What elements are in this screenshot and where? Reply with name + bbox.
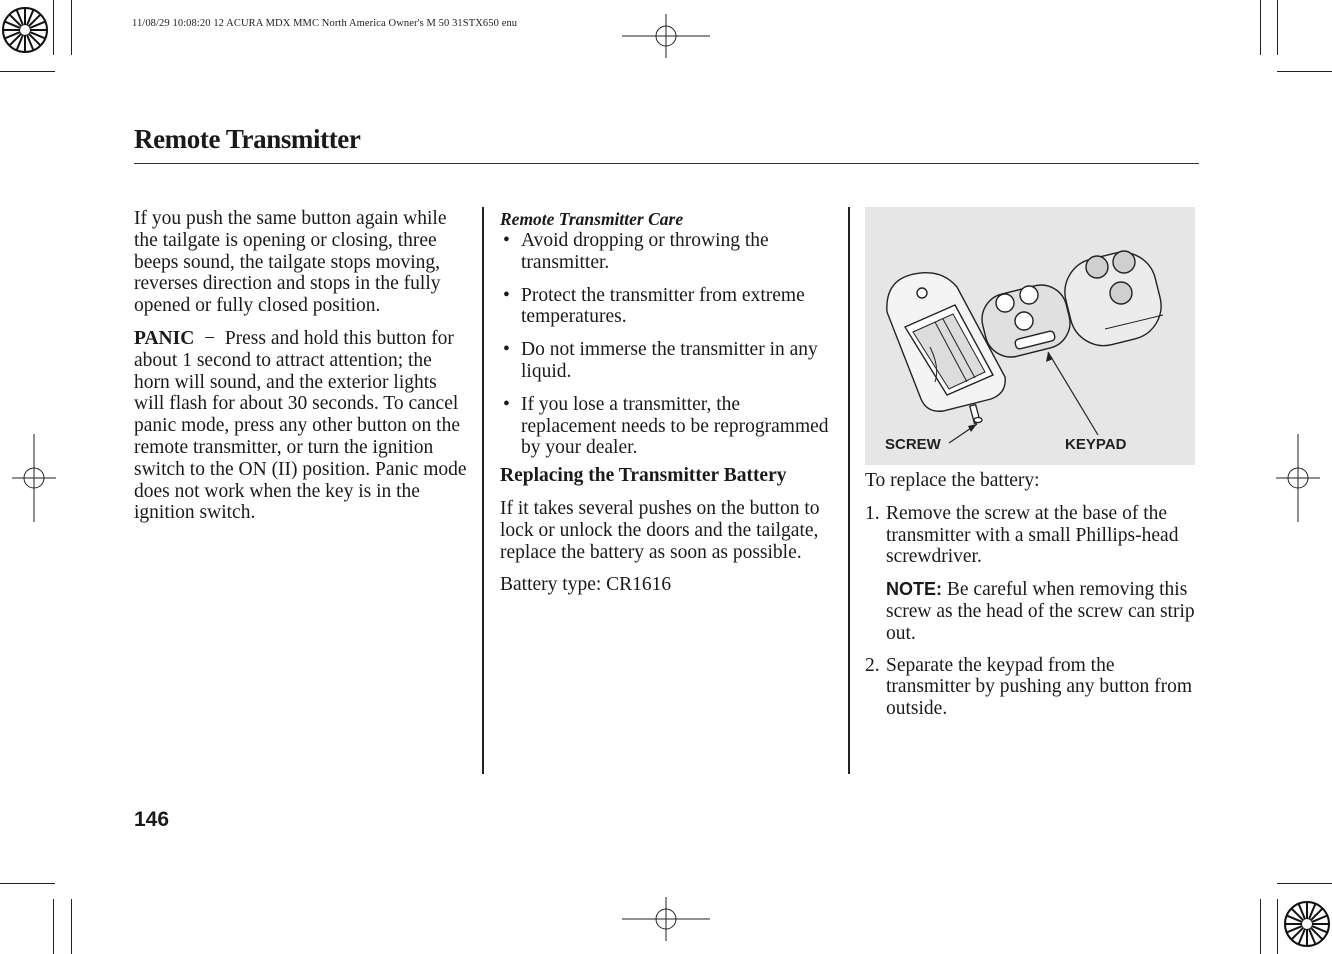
title-rule [134, 163, 1199, 164]
note [886, 579, 1200, 644]
registration-crosshair-icon [622, 897, 710, 941]
arrowhead-icon [968, 424, 977, 432]
page-title: Remote Transmitter [134, 124, 361, 154]
list-item: • Protect the transmitter from extreme temperatures. [503, 284, 805, 328]
list-item: • Do not immerse the transmitter in any liquid. [503, 339, 818, 382]
panic-paragraph [134, 328, 470, 524]
steps-list [865, 503, 1200, 720]
panic-label: PANIC [134, 327, 195, 349]
battery-type: Battery type: CR1616 [500, 574, 672, 596]
battery-heading: Replacing the Transmitter Battery [500, 465, 787, 487]
registration-crosshair-icon [622, 14, 710, 58]
note-text: Be careful when removing this screw as the head of the screw can strip out. [886, 579, 1195, 644]
tailgate-paragraph: If you push the same button again while the tailgate is opening or closing, three beeps sound, the tailgate stops moving, reverses direction and stops in the fully opened or fully closed position. [134, 208, 447, 317]
note-label: NOTE: [886, 579, 942, 600]
registration-rosette-icon [0, 5, 50, 55]
column-middle [500, 208, 835, 607]
keypad-leader-line [1048, 352, 1098, 435]
steps-intro: To replace the battery: [865, 470, 1040, 491]
panic-text: Press and hold this button for about 1 second to attract attention; the horn will sound, and the exterior lights will flash for about 30 seconds. To cancel panic mode, press any other button on the remote transmitter, or turn the ignition switch to the ON (II) position. Panic mode does not work when the key is in the ignition switch. [134, 327, 467, 524]
list-item: • If you lose a transmitter, the replacement needs to be reprogrammed by your dealer. [503, 393, 829, 459]
keypad-label: KEYPAD [1065, 436, 1127, 453]
registration-crosshair-icon [1276, 434, 1320, 522]
screw-label: SCREW [885, 436, 941, 453]
transmitter-diagram [865, 207, 1195, 465]
care-list [500, 230, 835, 459]
list-item: 2. Separate the keypad from the transmitter by pushing any button from outside. [865, 654, 1193, 720]
column-divider [848, 207, 850, 774]
registration-rosette-icon [1282, 899, 1332, 949]
transmitter-cover-icon [1058, 245, 1169, 353]
screw-icon [970, 405, 982, 424]
page-number: 146 [134, 808, 170, 831]
panic-dash: − [204, 327, 216, 349]
column-left [134, 208, 470, 535]
list-item: • Avoid dropping or throwing the transmitter. [503, 230, 769, 273]
care-heading: Remote Transmitter Care [500, 209, 684, 229]
registration-crosshair-icon [12, 434, 56, 522]
battery-paragraph: If it takes several pushes on the button to lock or unlock the doors and the tailgate, replace the battery as soon as possible. [500, 497, 820, 563]
column-divider [482, 207, 484, 774]
list-item: 1. Remove the screw at the base of the transmitter with a small Phillips-head screwdriver. NOTE: Be careful when removing this screw as the head of the screw can strip out. [865, 503, 1200, 645]
print-job-info: 11/08/29 10:08:20 12 ACURA MDX MMC North America Owner's M 50 31STX650 enu [132, 18, 518, 29]
column-right [865, 470, 1200, 730]
transmitter-illustration [865, 207, 1195, 465]
